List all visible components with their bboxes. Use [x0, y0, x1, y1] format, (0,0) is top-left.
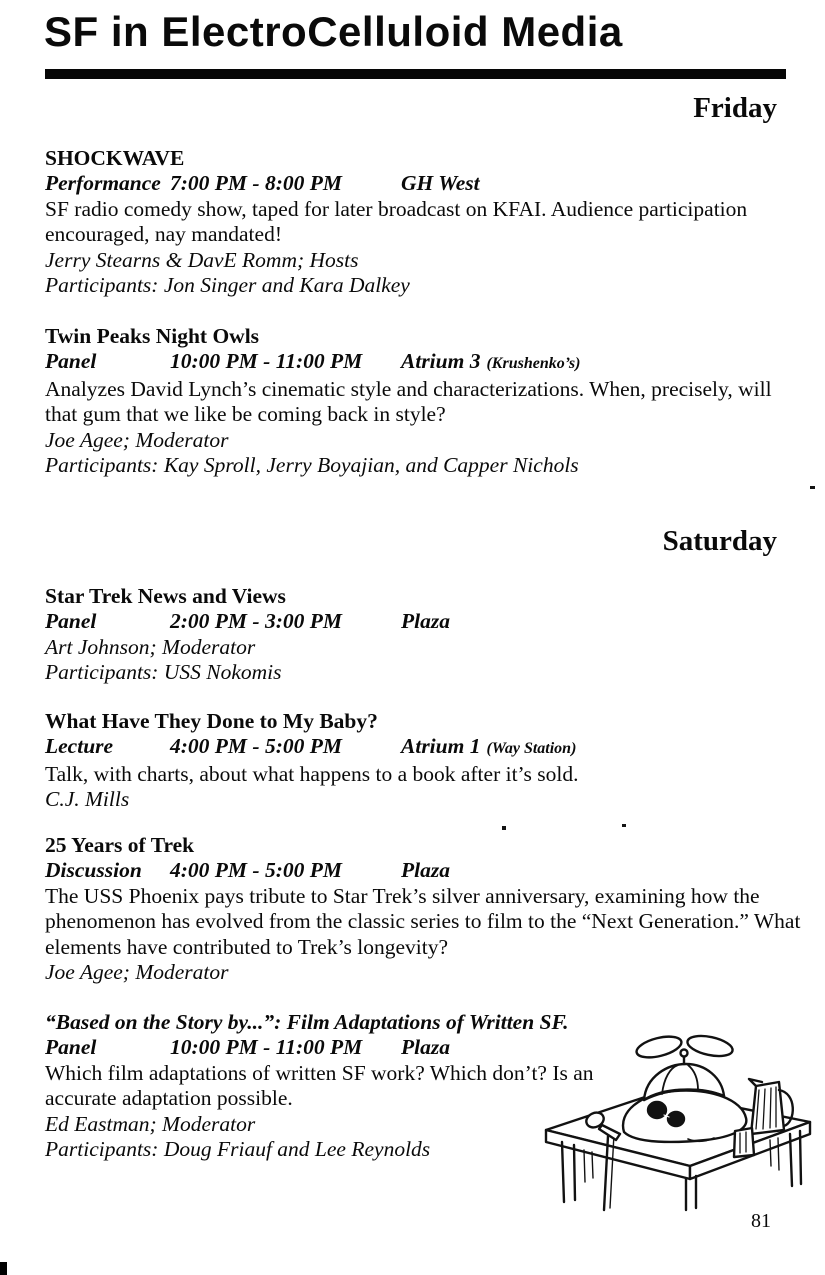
event-location — [401, 171, 807, 196]
scan-speck — [622, 824, 626, 827]
event-title: Star Trek News and Views — [45, 584, 286, 608]
event-people-line: Participants: Jon Singer and Kara Dalkey — [45, 273, 410, 298]
event-time: 10:00 PM - 11:00 PM — [170, 349, 363, 374]
event-25-years-of-trek — [45, 833, 807, 985]
header-rule — [45, 69, 786, 79]
event-people-line: Participants: Doug Friauf and Lee Reynolds — [45, 1137, 431, 1162]
event-people-line: Art Johnson; Moderator — [45, 634, 256, 659]
event-people-line: Joe Agee; Moderator — [45, 960, 229, 985]
event-people-line: Joe Agee; Moderator — [45, 427, 229, 452]
event-location-note: (Krushenko’s) — [486, 355, 581, 373]
event-title: Twin Peaks Night Owls — [45, 324, 260, 348]
event-time: 4:00 PM - 5:00 PM — [170, 734, 342, 759]
event-location — [401, 734, 807, 761]
event-title: 25 Years of Trek — [45, 833, 195, 857]
event-time: 2:00 PM - 3:00 PM — [170, 609, 342, 634]
page-number: 81 — [751, 1210, 771, 1232]
event-what-have-they-done-to-my-baby — [45, 709, 807, 813]
event-meta — [45, 609, 807, 634]
event-meta — [45, 1035, 620, 1060]
event-location — [401, 858, 807, 883]
event-type: Panel — [45, 609, 97, 634]
event-type: Panel — [45, 349, 97, 374]
event-type: Performance — [45, 171, 161, 196]
day-header-saturday: Saturday — [662, 525, 777, 557]
event-location — [401, 609, 807, 634]
event-location — [401, 349, 807, 376]
page-title: SF in ElectroCelluloid Media — [44, 8, 623, 55]
event-type: Discussion — [45, 858, 142, 883]
scan-speck — [810, 486, 815, 489]
event-time: 10:00 PM - 11:00 PM — [170, 1035, 363, 1060]
glass-icon — [734, 1128, 754, 1157]
event-based-on-the-story-by — [45, 1010, 620, 1162]
event-location-name: Atrium 1 — [401, 734, 481, 759]
event-people-line: Ed Eastman; Moderator — [45, 1111, 256, 1136]
event-people-line: C.J. Mills — [45, 787, 130, 812]
event-description: SF radio comedy show, taped for later broadcast on KFAI. Audience participation encouraged, nay mandated! — [45, 196, 748, 247]
event-type: Lecture — [45, 734, 114, 759]
event-location-name: Atrium 3 — [401, 349, 481, 374]
event-title: SHOCKWAVE — [45, 146, 185, 170]
event-meta — [45, 734, 807, 761]
event-time: 4:00 PM - 5:00 PM — [170, 858, 342, 883]
pitcher-icon — [749, 1079, 793, 1134]
event-description: Which film adaptations of written SF work? Which don’t? Is an accurate adaptation possible. — [45, 1060, 594, 1111]
scan-speck — [502, 826, 506, 830]
event-time: 7:00 PM - 8:00 PM — [170, 171, 342, 196]
event-location-note: (Way Station) — [486, 740, 577, 758]
day-header-friday: Friday — [693, 92, 777, 124]
event-location-name: Plaza — [401, 858, 450, 883]
event-title: “Based on the Story by...”: Film Adaptations of Written SF. — [45, 1010, 569, 1034]
propeller-beanie-blob-illustration — [538, 1030, 825, 1214]
event-people-line: Participants: USS Nokomis — [45, 660, 282, 685]
event-star-trek-news-and-views — [45, 584, 807, 686]
event-meta — [45, 349, 807, 376]
event-meta — [45, 858, 807, 883]
event-location-name: Plaza — [401, 1035, 450, 1060]
event-description: Analyzes David Lynch’s cinematic style and characterizations. When, precisely, will that gum that we like be coming back in style? — [45, 376, 772, 427]
event-location-name: Plaza — [401, 609, 450, 634]
event-meta — [45, 171, 807, 196]
propeller-beanie-icon — [635, 1032, 735, 1100]
event-twin-peaks-night-owls — [45, 324, 807, 478]
event-title: What Have They Done to My Baby? — [45, 709, 378, 733]
event-shockwave — [45, 146, 807, 298]
event-description: The USS Phoenix pays tribute to Star Trek’s silver anniversary, examining how the phenomenon has evolved from the classic series to film to the “Next Generation.” What elements have contributed to Trek’s longevity? — [45, 883, 801, 959]
event-type: Panel — [45, 1035, 97, 1060]
event-location-name: GH West — [401, 171, 480, 196]
event-description: Talk, with charts, about what happens to a book after it’s sold. — [45, 761, 579, 786]
scan-edge-mark — [0, 1262, 7, 1275]
event-people-line: Participants: Kay Sproll, Jerry Boyajian, and Capper Nichols — [45, 453, 579, 478]
event-people-line: Jerry Stearns & DavE Romm; Hosts — [45, 247, 359, 272]
